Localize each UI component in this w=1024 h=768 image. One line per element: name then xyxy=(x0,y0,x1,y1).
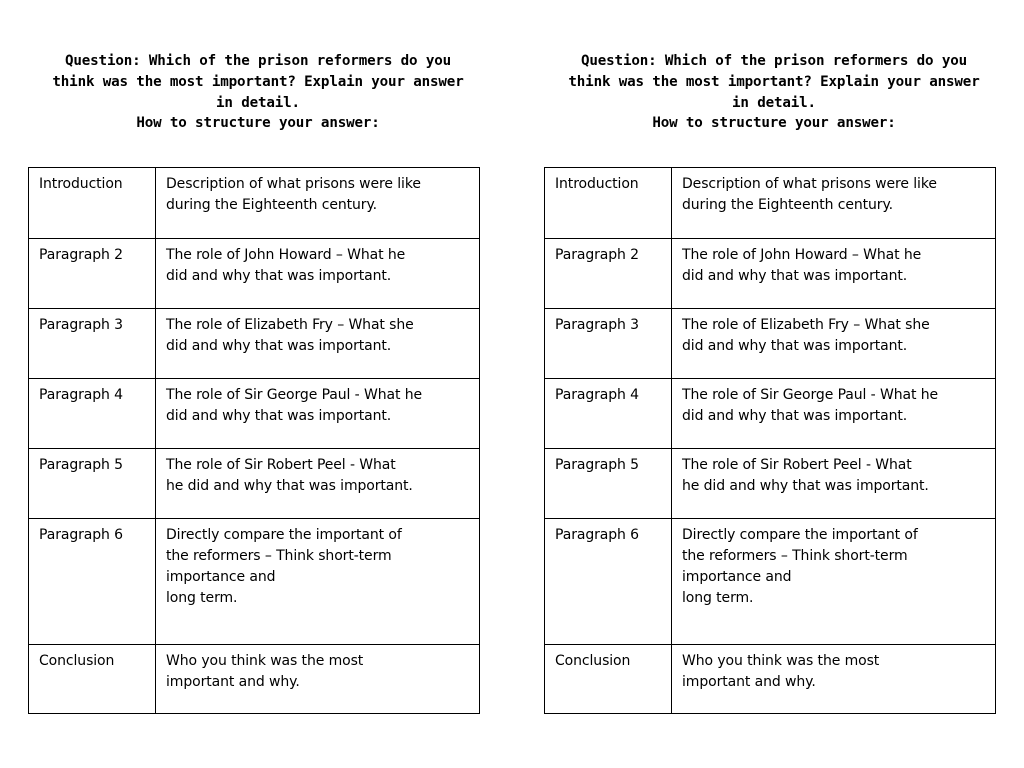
section-cell: Paragraph 3 xyxy=(545,309,672,378)
section-cell: Paragraph 3 xyxy=(29,309,156,378)
structure-table xyxy=(544,167,996,714)
description-cell: The role of Elizabeth Fry – What she did and why that was important. xyxy=(166,317,414,354)
section-cell: Introduction xyxy=(29,168,156,238)
table-row xyxy=(545,308,995,378)
table-row xyxy=(545,448,995,518)
table-row xyxy=(29,518,479,644)
description-cell: Who you think was the most important and why. xyxy=(166,653,364,690)
description-cell: The role of Sir George Paul - What he did and why that was important. xyxy=(682,387,938,424)
table-row xyxy=(29,168,479,238)
section-cell: Conclusion xyxy=(29,645,156,713)
table-row xyxy=(29,308,479,378)
section-cell: Paragraph 2 xyxy=(29,239,156,308)
section-cell: Paragraph 2 xyxy=(545,239,672,308)
section-cell: Paragraph 6 xyxy=(29,519,156,644)
description-cell: Who you think was the most important and why. xyxy=(682,653,880,690)
section-cell: Paragraph 5 xyxy=(29,449,156,518)
table-row xyxy=(29,644,479,713)
structure-heading: How to structure your answer: xyxy=(136,115,380,132)
description-cell: The role of John Howard – What he did and why that was important. xyxy=(166,247,406,284)
question-line: Question: Which of the prison reformers do you xyxy=(580,53,967,69)
description-cell: The role of Elizabeth Fry – What she did and why that was important. xyxy=(682,317,930,354)
section-cell: Paragraph 6 xyxy=(545,519,672,644)
structure-heading: How to structure your answer: xyxy=(652,115,896,132)
section-cell: Introduction xyxy=(545,168,672,238)
question-line: think was the most important? Explain your answer xyxy=(52,73,464,90)
section-cell: Conclusion xyxy=(545,645,672,713)
table-row xyxy=(29,378,479,448)
section-cell: Paragraph 5 xyxy=(545,449,672,518)
question-line: Question: Which of the prison reformers do you xyxy=(64,53,451,69)
question-heading xyxy=(28,51,488,134)
question-line: think was the most important? Explain your answer xyxy=(568,73,980,90)
question-line: in detail. xyxy=(732,94,816,111)
description-cell: The role of Sir Robert Peel - What he did and why that was important. xyxy=(166,457,413,494)
section-cell: Paragraph 4 xyxy=(29,379,156,448)
description-cell: The role of John Howard – What he did and why that was important. xyxy=(682,247,922,284)
table-row xyxy=(545,238,995,308)
description-cell: Description of what prisons were like during the Eighteenth century. xyxy=(682,176,937,213)
table-row xyxy=(29,238,479,308)
table-row xyxy=(545,168,995,238)
table-row xyxy=(545,378,995,448)
section-cell: Paragraph 4 xyxy=(545,379,672,448)
structure-table xyxy=(28,167,480,714)
table-row xyxy=(29,448,479,518)
table-row xyxy=(545,518,995,644)
description-cell: Directly compare the important of the reformers – Think short-term importance and long term. xyxy=(166,527,402,606)
description-cell: Description of what prisons were like during the Eighteenth century. xyxy=(166,176,421,213)
table-row xyxy=(545,644,995,713)
description-cell: The role of Sir George Paul - What he did and why that was important. xyxy=(166,387,422,424)
question-heading xyxy=(544,51,1004,134)
description-cell: Directly compare the important of the reformers – Think short-term importance and long term. xyxy=(682,527,918,606)
description-cell: The role of Sir Robert Peel - What he did and why that was important. xyxy=(682,457,929,494)
question-line: in detail. xyxy=(216,94,300,111)
